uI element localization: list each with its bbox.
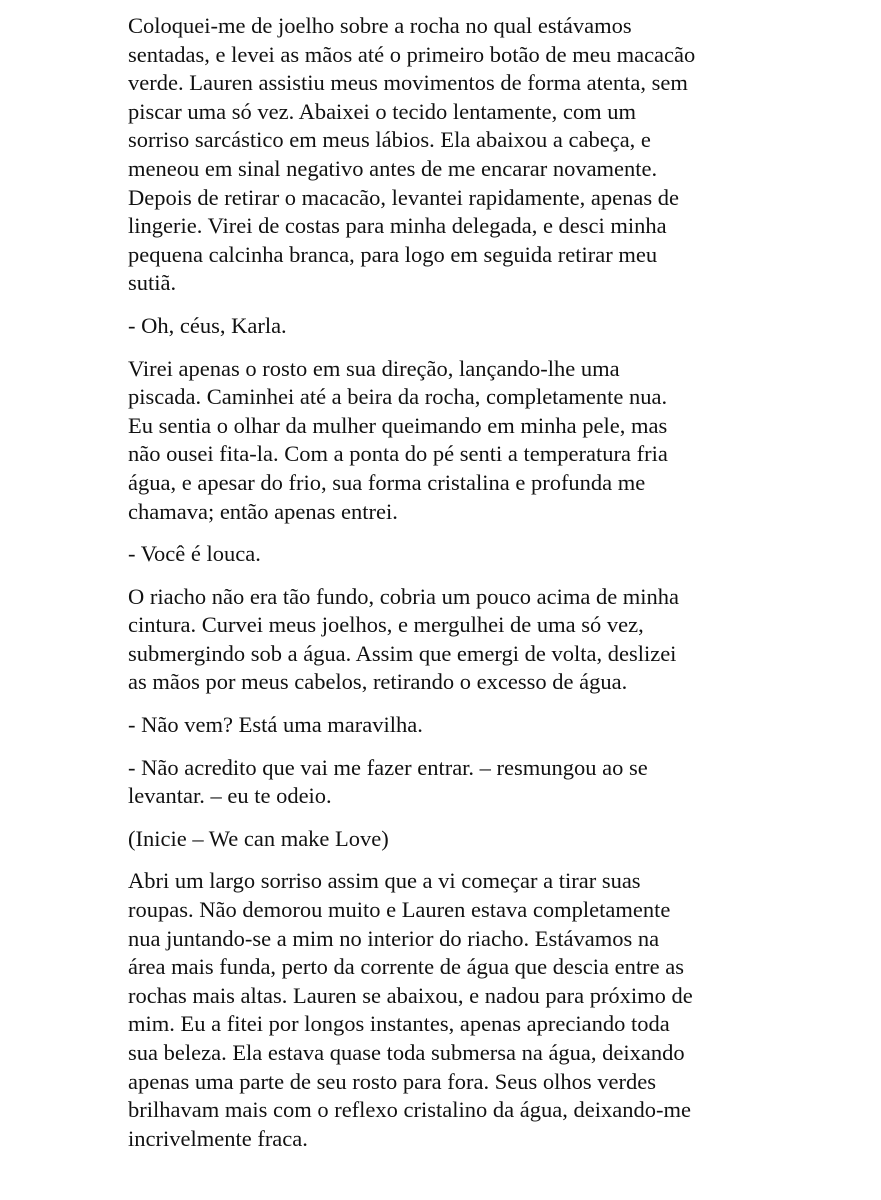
text-line: (Inicie – We can make Love) [128,825,389,851]
text-line: - Não vem? Está uma maravilha. [128,712,423,738]
text-line: piscar uma só vez. Abaixei o tecido lentamente, com um [128,98,636,124]
text-line: sorriso sarcástico em meus lábios. Ela abaixou a cabeça, e [128,127,651,153]
text-line: piscada. Caminhei até a beira da rocha, completamente nua. [128,384,668,410]
text-line: rochas mais altas. Lauren se abaixou, e nadou para próximo de [128,982,693,1008]
text-line: brilhavam mais com o reflexo cristalino da água, deixando-me [128,1097,691,1123]
text-line: levantar. – eu te odeio. [128,783,332,809]
dialogue-2 [128,540,768,569]
paragraph-3 [128,583,768,697]
paragraph-4 [128,867,768,1153]
text-line: - Não acredito que vai me fazer entrar. – resmungou ao se [128,754,648,780]
text-line: - Você é louca. [128,541,261,567]
text-line: roupas. Não demorou muito e Lauren estava completamente [128,897,671,923]
dialogue-1 [128,312,768,341]
text-line: verde. Lauren assistiu meus movimentos de forma atenta, sem [128,70,688,96]
text-line: meneou em sinal negativo antes de me encarar novamente. [128,155,658,181]
text-line: cintura. Curvei meus joelhos, e mergulhei de uma só vez, [128,612,644,638]
paragraph-1 [128,12,768,298]
text-line: incrivelmente fraca. [128,1125,308,1151]
text-line: Coloquei-me de joelho sobre a rocha no qual estávamos [128,13,632,38]
text-line: chamava; então apenas entrei. [128,498,398,524]
text-line: lingerie. Virei de costas para minha delegada, e desci minha [128,213,667,239]
text-line: O riacho não era tão fundo, cobria um pouco acima de minha [128,583,680,609]
text-line: - Oh, céus, Karla. [128,312,287,338]
text-line: Eu sentia o olhar da mulher queimando em minha pele, mas [128,412,668,438]
text-line: água, e apesar do frio, sua forma cristalina e profunda me [128,469,646,495]
text-line: nua juntando-se a mim no interior do riacho. Estávamos na [128,925,660,951]
text-line: mim. Eu a fitei por longos instantes, apenas apreciando toda [128,1011,670,1037]
text-line: sentadas, e levei as mãos até o primeiro botão de meu macacão [128,41,696,67]
paragraph-2 [128,355,768,527]
text-line: sutiã. [128,270,177,296]
text-line: pequena calcinha branca, para logo em seguida retirar meu [128,241,658,267]
dialogue-4 [128,754,768,811]
text-line: sua beleza. Ela estava quase toda submersa na água, deixando [128,1040,685,1065]
text-line: área mais funda, perto da corrente de água que descia entre as [128,954,684,980]
text-line: não ousei fita-la. Com a ponta do pé senti a temperatura fria [128,441,668,467]
text-line: submergindo sob a água. Assim que emergi de volta, deslizei [128,640,677,666]
dialogue-3 [128,711,768,740]
document-body [128,12,768,1153]
text-line: Abri um largo sorriso assim que a vi começar a tirar suas [128,868,641,894]
text-line: as mãos por meus cabelos, retirando o excesso de água. [128,669,628,695]
text-line: Virei apenas o rosto em sua direção, lançando-lhe uma [128,355,620,381]
text-line: Depois de retirar o macacão, levantei rapidamente, apenas de [128,184,679,210]
music-note [128,825,768,854]
text-line: apenas uma parte de seu rosto para fora. Seus olhos verdes [128,1068,656,1094]
